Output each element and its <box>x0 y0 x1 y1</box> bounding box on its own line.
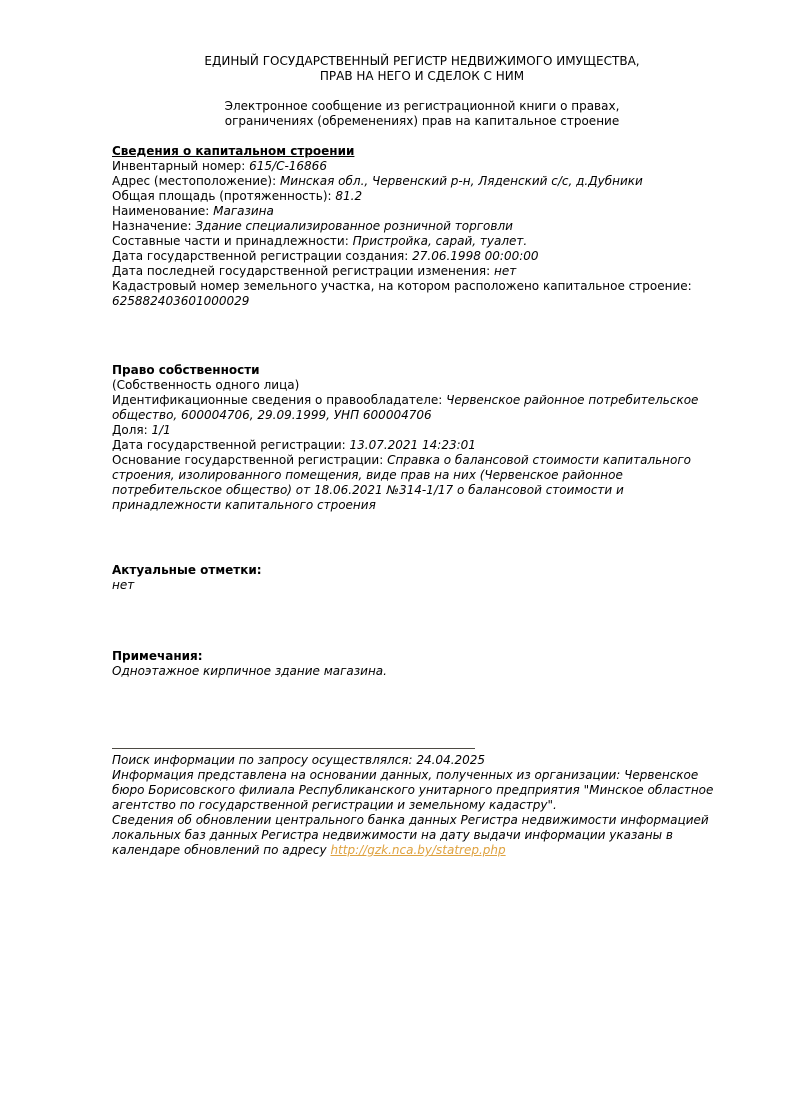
statrep-link[interactable]: http://gzk.nca.by/statrep.php <box>330 843 506 857</box>
notes-section-value: Одноэтажное кирпичное здание магазина. <box>112 664 387 678</box>
field-label: Общая площадь (протяженность): <box>112 189 336 203</box>
footer-update-text: Сведения об обновлении центрального банка данных Регистра недвижимости информацией локальных баз данных Регистра недвижимости на дату выдачи информации указаны в календаре обновлений по адресу <box>112 813 709 857</box>
field-row <box>112 453 732 513</box>
document-title-line-2: ПРАВ НА НЕГО И СДЕЛОК С НИМ <box>319 69 525 83</box>
field-value: 1/1 <box>151 423 171 437</box>
section-actual-marks <box>112 563 732 593</box>
building-section-heading: Сведения о капитальном строении <box>112 144 355 158</box>
field-value: Магазина <box>213 204 274 218</box>
field-label: Дата государственной регистрации создания: <box>112 249 413 263</box>
field-row <box>112 159 732 174</box>
ownership-section-subheading: (Собственность одного лица) <box>112 378 300 392</box>
field-label: Составные части и принадлежности: <box>112 234 353 248</box>
marks-section-heading: Актуальные отметки: <box>112 563 262 577</box>
field-label: Доля: <box>112 423 152 437</box>
field-row <box>112 189 732 204</box>
field-label: Наименование: <box>112 204 214 218</box>
ownership-section-heading: Право собственности <box>112 363 260 377</box>
field-row <box>112 249 732 264</box>
separator-line <box>112 737 475 749</box>
field-row <box>112 423 732 438</box>
field-value: 615/C-16866 <box>249 159 327 173</box>
field-value: нет <box>493 264 517 278</box>
field-value: Здание специализированное розничной торговли <box>195 219 513 233</box>
field-label: Кадастровый номер земельного участка, на котором расположено капитальное строение: <box>112 279 692 293</box>
document-subtitle-line-1: Электронное сообщение из регистрационной книги о правах, <box>224 99 620 113</box>
document-subtitle <box>112 99 732 129</box>
notes-section-heading: Примечания: <box>112 649 203 663</box>
field-row <box>112 219 732 234</box>
document-title <box>112 54 732 84</box>
field-value: Минская обл., Червенский р-н, Ляденский с/с, д.Дубники <box>279 174 643 188</box>
document-subtitle-line-2: ограничениях (обременениях) прав на капитальное строение <box>224 114 620 128</box>
marks-section-value: нет <box>112 578 135 592</box>
field-value: 27.06.1998 00:00:00 <box>412 249 539 263</box>
footer-update-line <box>112 813 732 858</box>
field-row <box>112 393 732 423</box>
field-row <box>112 204 732 219</box>
field-label: Дата государственной регистрации: <box>112 438 350 452</box>
field-label: Инвентарный номер: <box>112 159 250 173</box>
field-label: Адрес (местоположение): <box>112 174 280 188</box>
section-building-info <box>112 144 732 309</box>
field-value: Червенское районное потребительское общество, 600004706, 29.09.1999, УНП 600004706 <box>112 393 699 422</box>
field-value: 625882403601000029 <box>112 294 250 308</box>
field-label: Назначение: <box>112 219 196 233</box>
footer-info-line: Информация представлена на основании данных, полученных из организации: Червенское бюро Борисовского филиала Республиканского унитарного предприятия "Минское областное агентство по государственной регистрации и земельному кадастру". <box>112 768 714 812</box>
section-ownership <box>112 363 732 513</box>
section-notes <box>112 649 732 679</box>
field-row <box>112 438 732 453</box>
field-label: Основание государственной регистрации: <box>112 453 388 467</box>
field-value: Пристройка, сарай, туалет. <box>352 234 528 248</box>
field-value: Справка о балансовой стоимости капитального строения, изолированного помещения, виде прав на них (Червенское районное потребительское общество) от 18.06.2021 №314-1/17 о балансовой стоимости и принадлежности капитального строения <box>112 453 692 512</box>
field-row <box>112 279 732 309</box>
ownership-field-list <box>112 393 732 513</box>
document-footer <box>112 737 732 858</box>
field-row <box>112 234 732 249</box>
document-title-line-1: ЕДИНЫЙ ГОСУДАРСТВЕННЫЙ РЕГИСТР НЕДВИЖИМОГО ИМУЩЕСТВА, <box>204 54 640 68</box>
field-value: 13.07.2021 14:23:01 <box>349 438 476 452</box>
field-label: Идентификационные сведения о правообладателе: <box>112 393 447 407</box>
field-row <box>112 264 732 279</box>
building-field-list <box>112 159 732 309</box>
field-row <box>112 174 732 189</box>
field-value: 81.2 <box>335 189 363 203</box>
footer-search-line: Поиск информации по запросу осуществлялся: 24.04.2025 <box>112 753 486 767</box>
field-label: Дата последней государственной регистрации изменения: <box>112 264 494 278</box>
